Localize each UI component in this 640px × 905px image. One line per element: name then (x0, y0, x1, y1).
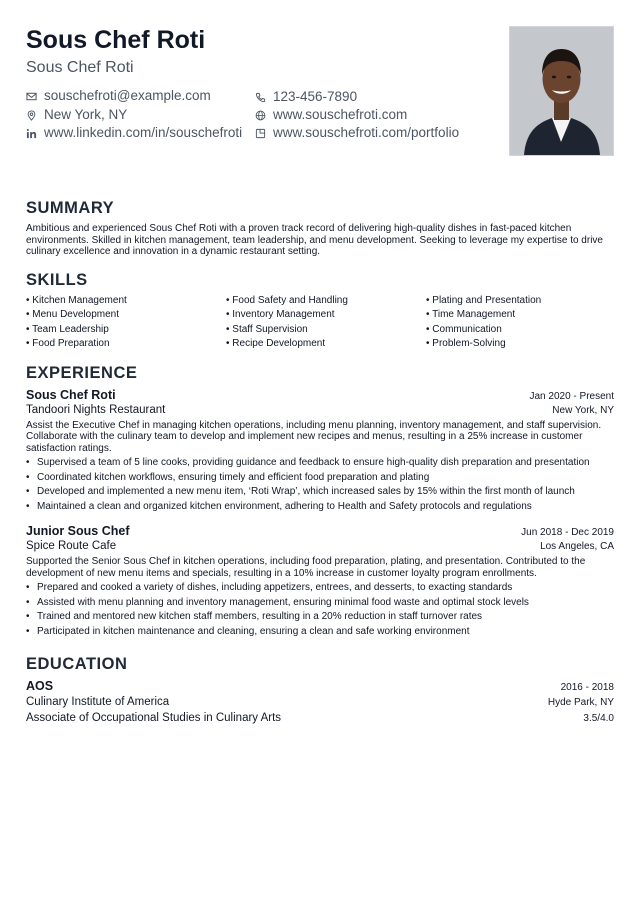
globe-icon (255, 110, 266, 121)
job-company: Spice Route Cafe (26, 540, 117, 553)
summary-text: Ambitious and experienced Sous Chef Roti with a proven track record of delivering high-quality dishes in fast-paced kitchen environments. Skilled in kitchen management, team leadership, and menu development. Seeking to leverage my expertise to drive culinary excellence and innovation in a dynamic restaurant setting. (26, 223, 603, 257)
bullet-item: • Maintained a clean and organized kitchen environment, adhering to Health and Safety protocols and regulations (26, 500, 614, 515)
skill-item: • Inventory Management (226, 309, 426, 322)
job-entry (26, 388, 614, 515)
education-heading: EDUCATION (26, 655, 128, 674)
bullet-item: • Supervised a team of 5 line cooks, providing guidance and feedback to ensure high-quality dish preparation and presentation (26, 456, 614, 471)
skill-item: • Staff Supervision (226, 324, 426, 337)
candidate-name: Sous Chef Roti (26, 26, 206, 54)
phone-icon (255, 92, 266, 103)
contact-linkedin[interactable] (26, 125, 242, 141)
degree-title: AOS (26, 679, 54, 694)
skill-item: • Communication (426, 324, 614, 337)
website-text: www.souschefroti.com (273, 107, 408, 122)
portfolio-icon (255, 128, 266, 139)
skill-item: • Team Leadership (26, 324, 226, 337)
job-description: Assist the Executive Chef in managing kitchen operations, including menu planning, inventory management, and staff supervision. Collaborate with the culinary team to develop and implement new recipes and menus, resulting in a 25% increase in customer satisfaction ratings. (26, 419, 602, 454)
phone-text: 123-456-7890 (273, 89, 358, 104)
candidate-subtitle: Sous Chef Roti (26, 59, 134, 76)
skill-item: • Recipe Development (226, 338, 426, 351)
job-location: New York, NY (552, 404, 614, 416)
degree-program: Associate of Occupational Studies in Culinary Arts (26, 712, 282, 725)
education-section (26, 655, 614, 726)
skill-item: • Food Safety and Handling (226, 295, 426, 308)
skill-item: • Menu Development (26, 309, 226, 322)
profile-photo (509, 26, 614, 156)
bullet-item: • Assisted with menu planning and inventory management, ensuring minimal food waste and optimal stock levels (26, 596, 614, 611)
gpa: 3.5/4.0 (583, 713, 614, 725)
bullet-item: • Prepared and cooked a variety of dishes, including appetizers, entrees, and desserts, to exacting standards (26, 581, 614, 596)
job-location: Los Angeles, CA (540, 541, 614, 553)
skill-item: • Plating and Presentation (426, 295, 614, 308)
job-dates: Jun 2018 - Dec 2019 (521, 527, 614, 539)
email-text: souschefroti@example.com (44, 88, 211, 103)
bullet-item: • Trained and mentored new kitchen staff members, resulting in a 20% reduction in staff turnover rates (26, 610, 614, 625)
skill-item: • Problem-Solving (426, 338, 614, 351)
summary-section (26, 199, 614, 258)
school-location: Hyde Park, NY (547, 697, 614, 709)
bullet-item: • Coordinated kitchen workflows, ensuring timely and efficient food preparation and plating (26, 471, 614, 486)
education-dates: 2016 - 2018 (560, 682, 614, 694)
contact-email[interactable] (26, 88, 211, 104)
skill-item: • Time Management (426, 309, 614, 322)
bullet-item: • Participated in kitchen maintenance and cleaning, ensuring a clean and safe working environment (26, 625, 614, 640)
portfolio-text: www.souschefroti.com/portfolio (273, 125, 460, 140)
job-description: Supported the Senior Sous Chef in kitchen operations, including food preparation, plating, and presentation. Contributed to the development of new menu items and specials, resulting in a 10% increase in customer loyalty program enrollments. (26, 556, 586, 579)
school-name: Culinary Institute of America (26, 696, 170, 709)
contact-website[interactable] (255, 107, 407, 123)
experience-heading: EXPERIENCE (26, 363, 138, 382)
job-title: Sous Chef Roti (26, 387, 116, 402)
contact-portfolio[interactable] (255, 125, 459, 141)
map-pin-icon (26, 110, 37, 121)
skills-section (26, 271, 614, 351)
contact-location (26, 107, 127, 123)
job-dates: Jan 2020 - Present (529, 390, 614, 402)
linkedin-text: www.linkedin.com/in/souschefroti (44, 125, 243, 140)
summary-heading: SUMMARY (26, 199, 115, 217)
job-entry (26, 524, 614, 639)
job-company: Tandoori Nights Restaurant (26, 403, 166, 416)
contact-phone[interactable] (255, 89, 357, 105)
skill-item: • Kitchen Management (26, 295, 226, 308)
skills-heading: SKILLS (26, 270, 88, 289)
job-bullets (26, 581, 614, 639)
job-title: Junior Sous Chef (26, 524, 130, 539)
skill-item: • Food Preparation (26, 338, 226, 351)
bullet-item: • Developed and implemented a new menu item, ‘Roti Wrap’, which increased sales by 15% within the first month of launch (26, 485, 614, 500)
mail-icon (26, 91, 37, 102)
skills-grid (26, 295, 614, 351)
location-text: New York, NY (44, 107, 128, 122)
linkedin-icon (26, 128, 37, 139)
job-bullets (26, 456, 614, 514)
experience-section (26, 364, 614, 640)
